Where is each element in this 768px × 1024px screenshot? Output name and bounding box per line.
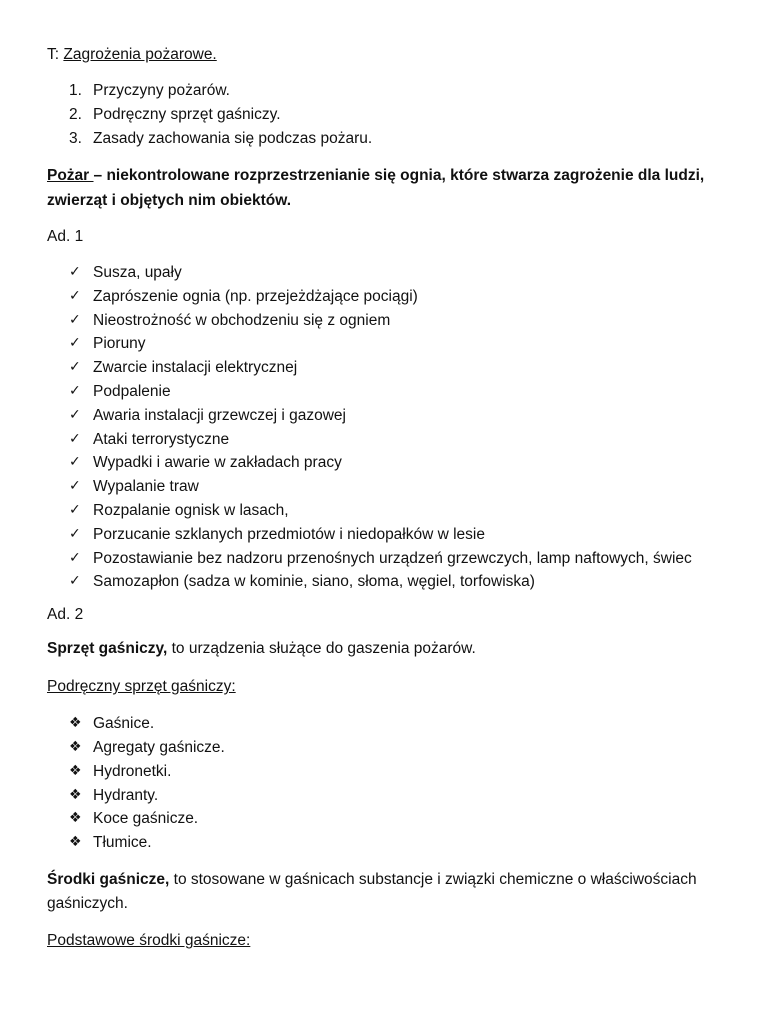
equipment-term: Sprzęt gaśniczy, [47, 640, 168, 658]
list-item [47, 523, 727, 547]
section-2-label: Ad. 2 [47, 606, 84, 624]
list-item [47, 807, 727, 831]
check-icon: ✓ [69, 478, 81, 495]
list-item-text: Zasady zachowania się podczas pożaru. [93, 130, 373, 147]
list-item-text: Zaprószenie ognia (np. przejeżdżające pociągi) [93, 287, 418, 305]
diamond-bullet-icon: ❖ [69, 786, 82, 803]
definition-term: Pożar [47, 167, 94, 184]
check-icon: ✓ [69, 335, 81, 352]
list-item [47, 451, 727, 475]
list-item-text: Samozapłon (sadza w kominie, siano, słoma, węgiel, torfowiska) [93, 573, 535, 591]
equipment-definition [47, 638, 727, 662]
check-icon: ✓ [69, 382, 81, 399]
list-number: 2. [69, 106, 82, 123]
list-item [47, 831, 727, 855]
list-item [47, 736, 727, 760]
list-item [47, 128, 727, 152]
page-title [47, 44, 727, 68]
list-item [47, 760, 727, 784]
list-item [47, 261, 727, 285]
list-item-text: Podręczny sprzęt gaśniczy. [93, 106, 281, 123]
list-item [47, 547, 727, 571]
list-item-text: Pozostawianie bez nadzoru przenośnych urządzeń grzewczych, lamp naftowych, świec [93, 549, 692, 567]
list-item-text: Przyczyny pożarów. [93, 82, 230, 99]
check-icon: ✓ [69, 287, 81, 304]
list-item [47, 285, 727, 309]
list-item-text: Hydranty. [93, 786, 159, 804]
list-item [47, 356, 727, 380]
list-item [47, 380, 727, 404]
list-item-text: Awaria instalacji grzewczej i gazowej [93, 406, 346, 424]
check-icon: ✓ [69, 501, 81, 518]
agents-definition [47, 868, 727, 917]
document-page [47, 44, 727, 954]
list-item [47, 499, 727, 523]
list-number: 1. [69, 82, 82, 99]
diamond-bullet-icon: ❖ [69, 738, 82, 755]
list-item [47, 80, 727, 104]
list-item-text: Porzucanie szklanych przedmiotów i niedopałków w lesie [93, 525, 485, 543]
list-item-text: Gaśnice. [93, 715, 155, 733]
check-icon: ✓ [69, 264, 81, 280]
list-item [47, 570, 727, 594]
equipment-text: to urządzenia służące do gaszenia pożarów. [167, 640, 476, 658]
agents-text: to stosowane w gaśnicach substancje i związki chemiczne o właściwościach gaśniczych. [47, 870, 697, 913]
list-item [47, 784, 727, 808]
list-item [47, 104, 727, 128]
list-item-text: Tłumice. [93, 834, 152, 852]
list-item-text: Rozpalanie ognisk w lasach, [93, 501, 289, 519]
topics-list [47, 80, 727, 152]
list-item [47, 332, 727, 356]
list-item-text: Wypadki i awarie w zakładach pracy [93, 454, 342, 472]
diamond-bullet-icon: ❖ [69, 715, 82, 732]
list-item-text: Ataki terrorystyczne [93, 430, 230, 448]
list-item-text: Zwarcie instalacji elektrycznej [93, 359, 298, 377]
list-item-text: Hydronetki. [93, 762, 172, 780]
list-item-text: Koce gaśnicze. [93, 810, 199, 828]
section-1-label: Ad. 1 [47, 228, 84, 245]
list-item [47, 309, 727, 333]
check-icon: ✓ [69, 549, 81, 566]
handheld-equipment-list [47, 712, 727, 855]
handheld-equipment-heading: Podręczny sprzęt gaśniczy: [47, 678, 236, 696]
diamond-bullet-icon: ❖ [69, 810, 82, 827]
basic-agents-heading: Podstawowe środki gaśnicze: [47, 931, 251, 949]
definition-text: – niekontrolowane rozprzestrzenianie się ognia, które stwarza zagrożenie dla ludzi, zwierząt i objętych nim obiektów. [47, 167, 705, 209]
check-icon: ✓ [69, 406, 81, 423]
list-item-text: Nieostrożność w obchodzeniu się z ogniem [93, 311, 391, 329]
title-topic: Zagrożenia pożarowe. [63, 46, 217, 63]
list-item [47, 404, 727, 428]
list-item [47, 712, 727, 736]
check-icon: ✓ [69, 359, 81, 376]
title-prefix: T: [47, 46, 64, 63]
list-item [47, 428, 727, 452]
check-icon: ✓ [69, 454, 81, 471]
check-icon: ✓ [69, 573, 81, 590]
list-item-text: Agregaty gaśnicze. [93, 738, 225, 756]
causes-list [47, 261, 727, 594]
check-icon: ✓ [69, 525, 81, 542]
list-item-text: Wypalanie traw [93, 478, 199, 496]
diamond-bullet-icon: ❖ [69, 762, 82, 779]
list-item-text: Pioruny [93, 335, 146, 353]
agents-term: Środki gaśnicze, [47, 870, 170, 888]
list-number: 3. [69, 130, 82, 147]
fire-definition [47, 164, 727, 213]
list-item-text: Podpalenie [93, 382, 171, 400]
check-icon: ✓ [69, 311, 81, 328]
list-item [47, 475, 727, 499]
diamond-bullet-icon: ❖ [69, 834, 82, 851]
check-icon: ✓ [69, 430, 81, 447]
list-item-text: Susza, upały [93, 264, 182, 281]
